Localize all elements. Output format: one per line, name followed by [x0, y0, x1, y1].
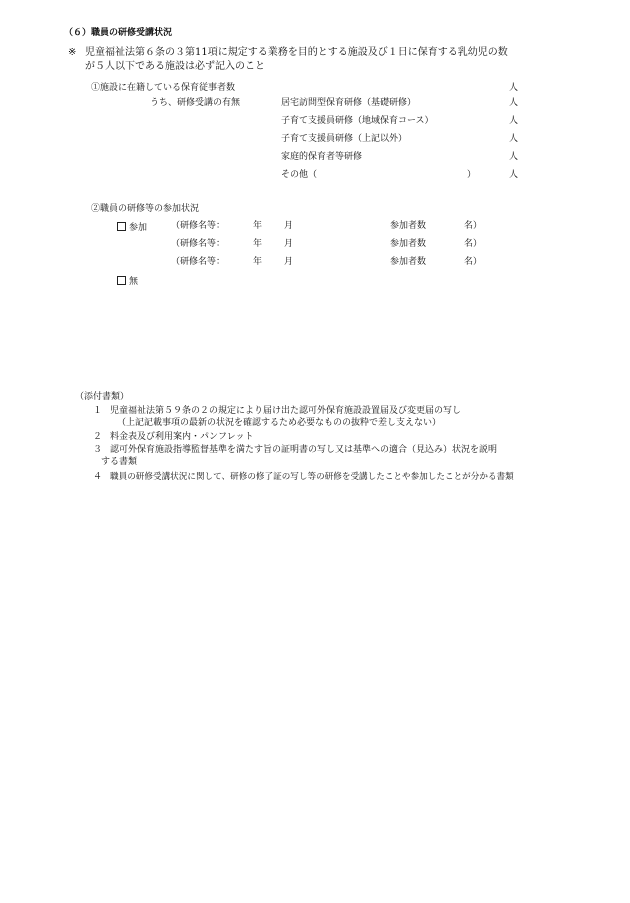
participant-count-label: 参加者数: [390, 221, 427, 231]
none-option[interactable]: [117, 276, 138, 287]
training-month-label: 月: [284, 221, 294, 231]
training-name-label: （研修名等：: [171, 221, 226, 231]
note-mark: ※: [68, 47, 77, 58]
staff-item-unit: 人: [509, 170, 519, 180]
participate-label: 参加: [129, 223, 148, 233]
training-month-label: 月: [284, 257, 294, 267]
attachment-text: 認可外保育施設指導監督基準を満たす旨の証明書の写し又は基準への適合（見込み）状況を説明: [110, 445, 498, 455]
participation-heading: ②職員の研修等の参加状況: [91, 204, 200, 214]
participate-checkbox[interactable]: [117, 222, 126, 231]
staff-item-label: 子育て支援員研修（上記以外）: [281, 134, 408, 144]
training-name-label: （研修名等：: [171, 239, 226, 249]
staff-item-unit: 人: [509, 134, 519, 144]
staff-item-unit: 人: [509, 98, 519, 108]
attachments-heading: （添付書類）: [75, 392, 130, 402]
none-checkbox[interactable]: [117, 276, 126, 285]
none-label: 無: [129, 277, 139, 287]
attachment-number: ３: [93, 445, 103, 455]
participant-count-unit: 名）: [464, 257, 483, 267]
participant-count-label: 参加者数: [390, 239, 427, 249]
attachment-number: ４: [93, 472, 103, 482]
section-title: （６）職員の研修受講状況: [64, 28, 173, 38]
participant-count-unit: 名）: [464, 239, 483, 249]
participant-count-unit: 名）: [464, 221, 483, 231]
staff-item-unit: 人: [509, 116, 519, 126]
staff-item-label: 家庭的保育者等研修: [281, 152, 363, 162]
staff-item-unit: 人: [509, 152, 519, 162]
note-line-2: が５人以下である施設は必ず記入のこと: [85, 61, 265, 72]
attachment-number: １: [93, 406, 103, 416]
attachment-text: 児童福祉法第５９条の２の規定により届け出た認可外保育施設設置届及び変更届の写し: [110, 406, 462, 416]
training-year-label: 年: [253, 221, 263, 231]
training-month-label: 月: [284, 239, 294, 249]
attachment-text-cont: する書類: [101, 457, 138, 467]
training-year-label: 年: [253, 239, 263, 249]
attachment-text-cont: （上記記載事項の最新の状況を確認するため必要なものの抜粋で差し支えない）: [117, 418, 442, 428]
staff-heading: ①施設に在籍している保育従事者数: [91, 83, 236, 93]
staff-item-close: ）: [467, 170, 477, 180]
participant-count-label: 参加者数: [390, 257, 427, 267]
attachment-text: 料金表及び利用案内・パンフレット: [110, 432, 254, 442]
training-name-label: （研修名等：: [171, 257, 226, 267]
attachment-text: 職員の研修受講状況に関して、研修の修了証の写し等の研修を受講したことや参加したことが分かる書類: [110, 472, 514, 482]
staff-item-label: 居宅訪問型保育研修（基礎研修）: [281, 98, 417, 108]
note-line-1: 児童福祉法第６条の３第11項に規定する業務を目的とする施設及び１日に保育する乳幼児の数: [85, 47, 508, 58]
training-year-label: 年: [253, 257, 263, 267]
staff-item-label: 子育て支援員研修（地域保育コース）: [281, 116, 434, 126]
staff-item-label: その他（: [281, 170, 318, 180]
staff-heading-unit: 人: [509, 83, 519, 93]
participate-option[interactable]: [117, 222, 147, 233]
staff-subheading: うち、研修受講の有無: [150, 98, 241, 108]
attachment-number: ２: [93, 432, 103, 442]
